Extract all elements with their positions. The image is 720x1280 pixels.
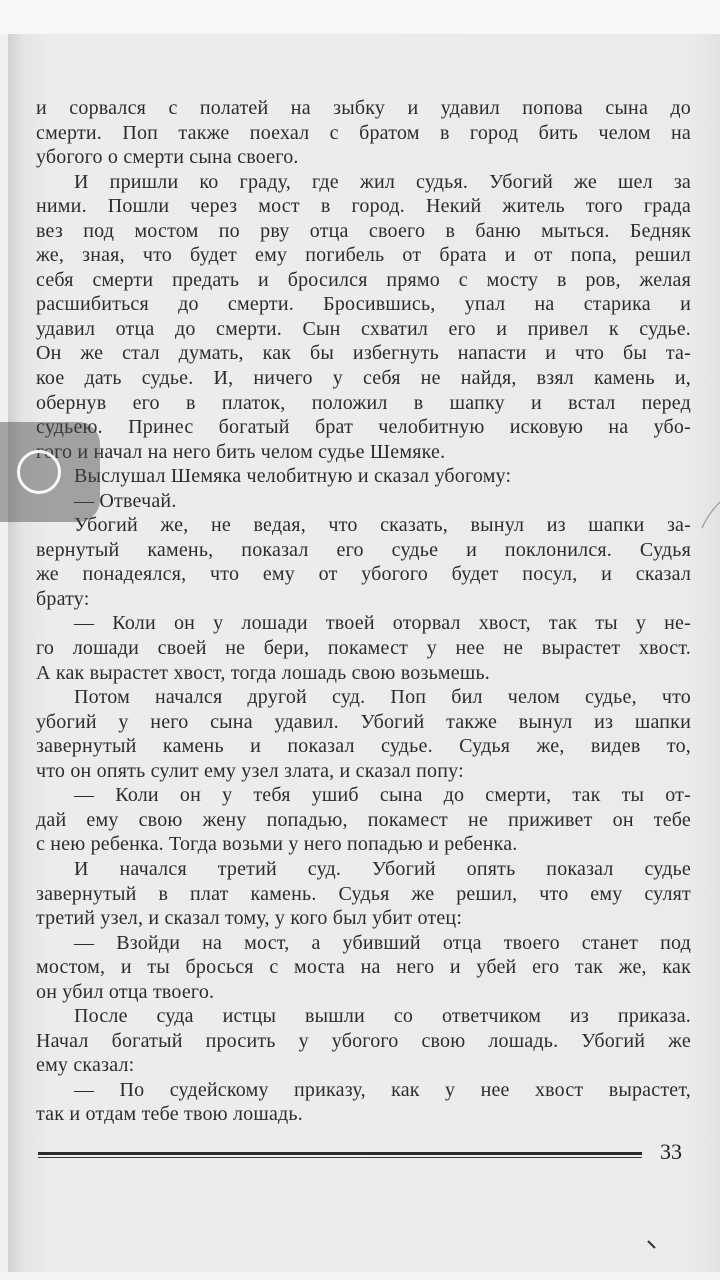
text-line: дай ему свою жену попадью, покамест не приживет он тебе [36,808,691,831]
text-line: себя смерти предать и бросился прямо с мосту в ров, желая [36,268,691,291]
text-line: После суда истцы вышли со ответчиком из приказа. [74,1005,691,1028]
text-line: го лошади своей не бери, покамест у нее не вырастет хвост. [36,637,691,660]
text-line: — Коли он у тебя ушиб сына до смерти, так ты от- [74,784,691,807]
text-line: — По судейскому приказу, как у нее хвост вырастет, [74,1078,691,1101]
text-line: гого и начал на него бить челом судье Шемяке. [36,440,446,463]
text-line: Он же стал думать, как бы избегнуть напасти и что бы та- [36,342,691,365]
text-line: А как вырастет хвост, тогда лошадь свою возьмешь. [36,661,490,684]
text-line: — Коли он у лошади твоей оторвал хвост, так ты у не- [74,612,691,635]
assistive-touch-icon [17,450,61,494]
text-line: Выслушал Шемяка челобитную и сказал убогому: [74,465,512,488]
text-line: завернутый камень и показал судье. Судья же, видев то, [36,735,691,758]
text-line: кое дать судье. И, ничего у себя не найдя, взял камень и, [36,367,691,390]
text-line: завернутый в плат камень. Судья же решил, что ему сулят [36,882,691,905]
text-line: убогий у него сына удавил. Убогий также вынул из шапки [36,710,691,733]
text-line: он убил отца твоего. [36,980,215,1003]
page-curl-mark [700,500,720,530]
text-line: — Отвечай. [74,489,177,512]
text-line: и сорвался с полатей на зыбку и удавил попова сына до [36,97,691,119]
text-line: же, зная, что будет ему погибель от брата и от попа, решил [36,244,691,267]
text-line: вез под мостом по рву отца своего в баню мыться. Бедняк [36,219,691,242]
text-line: ему сказал: [36,1054,135,1077]
text-line: же понадеялся, что ему от убогого будет посул, и сказал [36,563,691,586]
text-line: И пришли ко граду, где жил судья. Убогий же шел за [74,170,691,193]
text-line: убогого о смерти сына своего. [36,146,299,169]
text-line: так и отдам тебе твою лошадь. [36,1103,303,1126]
text-line: ними. Пошли через мост в город. Некий житель того града [36,195,691,218]
text-line: расшибиться до смерти. Бросившись, упал на старика и [36,293,691,316]
assistive-touch-button[interactable] [0,422,100,522]
text-line: что он опять сулит ему узел злата, и сказал попу: [36,759,464,782]
text-line: третий узел, и сказал тому, у кого был убит отец: [36,907,463,930]
text-line: брату: [36,587,90,610]
page-text [36,96,691,1127]
text-line: с нею ребенка. Тогда возьми у него попадью и ребенка. [36,833,518,856]
text-line: Начал богатый просить у убогого свою лошадь. Убогий же [36,1029,691,1052]
text-line: удавил отца до смерти. Сын схватил его и привел к судье. [36,317,691,340]
page-number: 33 [660,1139,682,1164]
text-line: обернув его в платок, положил в шапку и встал перед [36,391,691,414]
text-line: вернутый камень, показал его судье и поклонился. Судья [36,538,691,561]
text-line: смерти. Поп также поехал с братом в город бить челом на [36,121,691,144]
bottom-strip [0,1272,720,1280]
text-line: И начался третий суд. Убогий опять показал судье [74,857,691,880]
text-line: мостом, и ты бросься с моста на него и убей его так же, как [36,956,691,979]
scan-speck [647,1240,657,1250]
text-line: Убогий же, не ведая, что сказать, вынул из шапки за- [74,514,691,537]
top-strip [0,0,720,34]
text-line: — Взойди на мост, а убивший отца твоего станет под [74,931,691,954]
text-line: Потом начался другой суд. Поп бил челом судье, что [74,686,691,709]
footer-rule [38,1152,642,1158]
text-line: судьею. Принес богатый брат челобитную исковую на убо- [36,416,691,439]
